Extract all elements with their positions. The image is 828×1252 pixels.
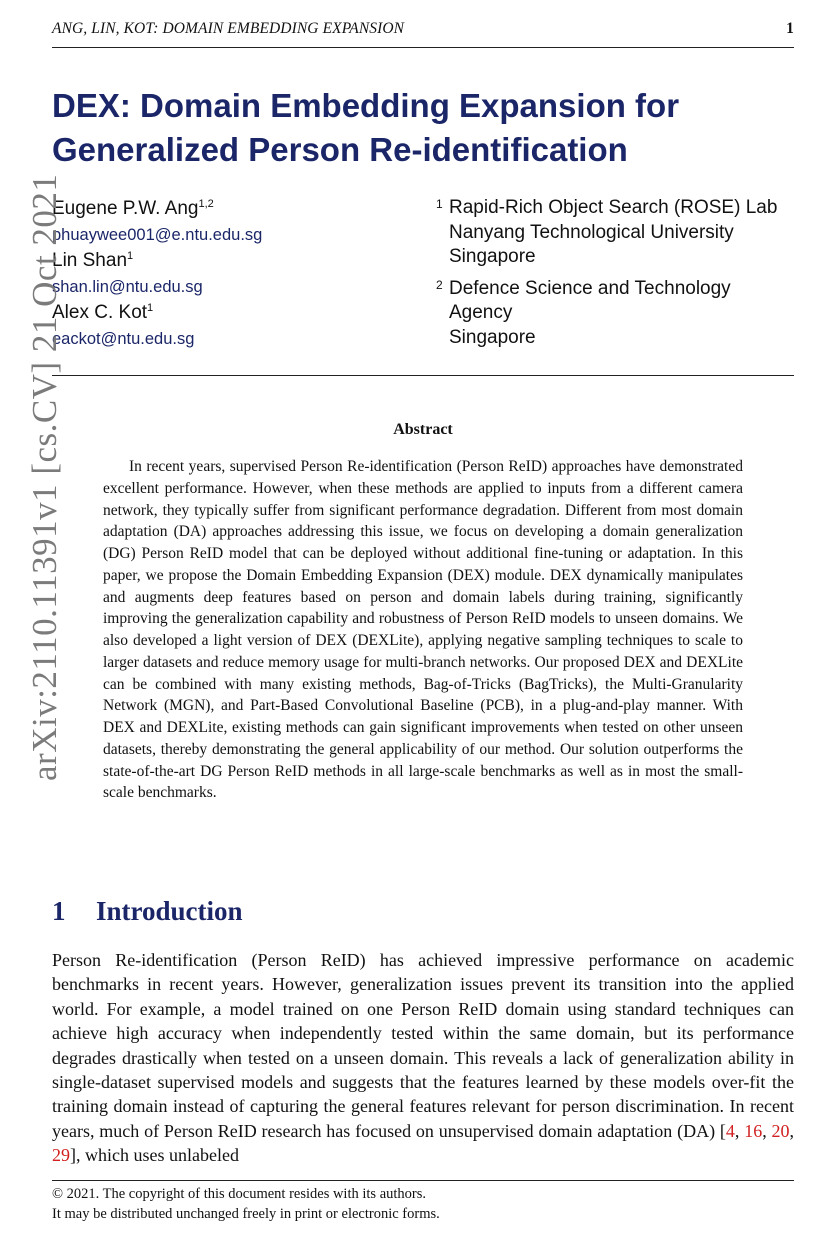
- citation-link[interactable]: 29: [52, 1145, 70, 1166]
- footer-rule: [52, 1180, 794, 1181]
- section-heading: [52, 895, 243, 927]
- title-line-2: Generalized Person Re-identification: [52, 131, 628, 168]
- intro-text-end: ], which uses unlabeled: [70, 1145, 239, 1166]
- author-email[interactable]: phuaywee001@e.ntu.edu.sg: [52, 226, 263, 244]
- header-rule: [52, 47, 794, 48]
- section-title: Introduction: [96, 896, 243, 926]
- author-name: Eugene P.W. Ang$^{1,2}$: [52, 198, 214, 219]
- running-header: [52, 20, 794, 42]
- paper-title: [52, 84, 794, 172]
- copyright-footer: [52, 1184, 794, 1224]
- distribution-line: It may be distributed unchanged freely in print or electronic forms.: [52, 1206, 440, 1222]
- arxiv-identifier-stamp: arXiv:2110.11391v1 [cs.CV] 21 Oct 2021: [25, 173, 64, 781]
- affiliation-line: Nanyang Technological University: [449, 221, 734, 243]
- abstract-text: In recent years, supervised Person Re-identification (Person ReID) approaches have demonstrated excellent performance. However, when these methods are applied to inputs from a different camera network, they typically suffer from significant performance degradation. Different from most domain adaptation (DA) approaches addressing this issue, we focus on developing a domain generalization (DG) Person ReID model that can be deployed without additional fine-tuning or adaptation. In this paper, we propose the Domain Embedding Expansion (DEX) module. DEX dynamically manipulates and augments deep features based on person and domain labels during training, significantly improving the generalization capability and robustness of Person ReID models to unseen domains. We also developed a light version of DEX (DEXLite), applying negative sampling techniques to scale to larger datasets and reduce memory usage for multi-branch networks. Our proposed DEX and DEXLite can be combined with many existing methods, Bag-of-Tricks (BagTricks), the Multi-Granularity Network (MGN), and Part-Based Convolutional Baseline (PCB), in a plug-and-play manner. With DEX and DEXLite, existing methods can gain significant improvements when tested on other unseen datasets, thereby demonstrating the general applicability of our method. Our solution outperforms the state-of-the-art DG Person ReID methods in all large-scale benchmarks as well as in most the small-scale benchmarks.: [103, 458, 743, 802]
- affiliation-number: 2: [436, 277, 443, 292]
- affiliation-line: Agency: [449, 302, 513, 323]
- affiliation-line: Singapore: [449, 326, 536, 348]
- author-affil-sup: 1: [127, 250, 134, 262]
- author-affil-sup: 1,2: [198, 198, 214, 210]
- citation-link[interactable]: 20: [771, 1120, 790, 1141]
- affiliation-line: Rapid-Rich Object Search (ROSE) Lab: [449, 197, 778, 218]
- author-email[interactable]: eackot@ntu.edu.sg: [52, 330, 195, 348]
- author-list: [52, 196, 432, 352]
- citation-link[interactable]: 4: [725, 1120, 735, 1141]
- intro-text: Person Re-identification (Person ReID) has achieved impressive performance on academic benchmarks in recent years. However, generalization issues prevent its transition into the applied world. For example, a model trained on one Person ReID domain using standard techniques can achieve high accuracy when independently tested within the same domain, but its performance degrades drastically when tested on a unseen domain. This reveals a lack of generalization ability in single-dataset supervised models and suggests that the features learned by these models over-fit the training domain instead of capturing the general features relevant for person discrimination. In recent years, much of Person ReID research has focused on unsupervised domain adaptation (DA) [: [52, 950, 794, 1141]
- affiliation-1: [436, 196, 808, 270]
- intro-paragraph: Person Re-identification (Person ReID) has achieved impressive performance on academic benchmarks in recent years. However, generalization issues prevent its transition into the applied world. For example, a model trained on one Person ReID domain using standard techniques can achieve high accuracy when independently tested within the same domain, but its performance degrades drastically when tested on a unseen domain. This reveals a lack of generalization ability in single-dataset supervised models and suggests that the features learned by these models over-fit the training domain instead of capturing the general features relevant for person discrimination. In recent years, much of Person ReID research has focused on unsupervised domain adaptation (DA) [4, 16, 20, 29], which uses unlabeled: [52, 950, 795, 1166]
- author-affil-sup: 1: [147, 302, 154, 314]
- author-email[interactable]: shan.lin@ntu.edu.sg: [52, 278, 203, 296]
- affiliation-line: Defence Science and Technology: [449, 277, 731, 299]
- abstract-heading: Abstract: [393, 421, 453, 438]
- author-name: Lin Shan$^1$: [52, 250, 134, 271]
- author-name: Alex C. Kot$^1$: [52, 302, 154, 323]
- affiliation-number: 1: [436, 197, 443, 211]
- citation-link[interactable]: 16: [744, 1120, 763, 1141]
- copyright-line: © 2021. The copyright of this document resides with its authors.: [52, 1186, 427, 1202]
- affiliation-line: Singapore: [449, 246, 536, 267]
- running-title: ANG, LIN, KOT: DOMAIN EMBEDDING EXPANSION: [52, 20, 405, 37]
- affiliation-2: [436, 277, 808, 351]
- title-block-rule: [52, 375, 794, 376]
- section-number: 1: [52, 896, 66, 926]
- affiliation-list: [436, 196, 808, 357]
- title-line-1: DEX: Domain Embedding Expansion for: [52, 87, 680, 124]
- page-number: 1: [786, 20, 794, 37]
